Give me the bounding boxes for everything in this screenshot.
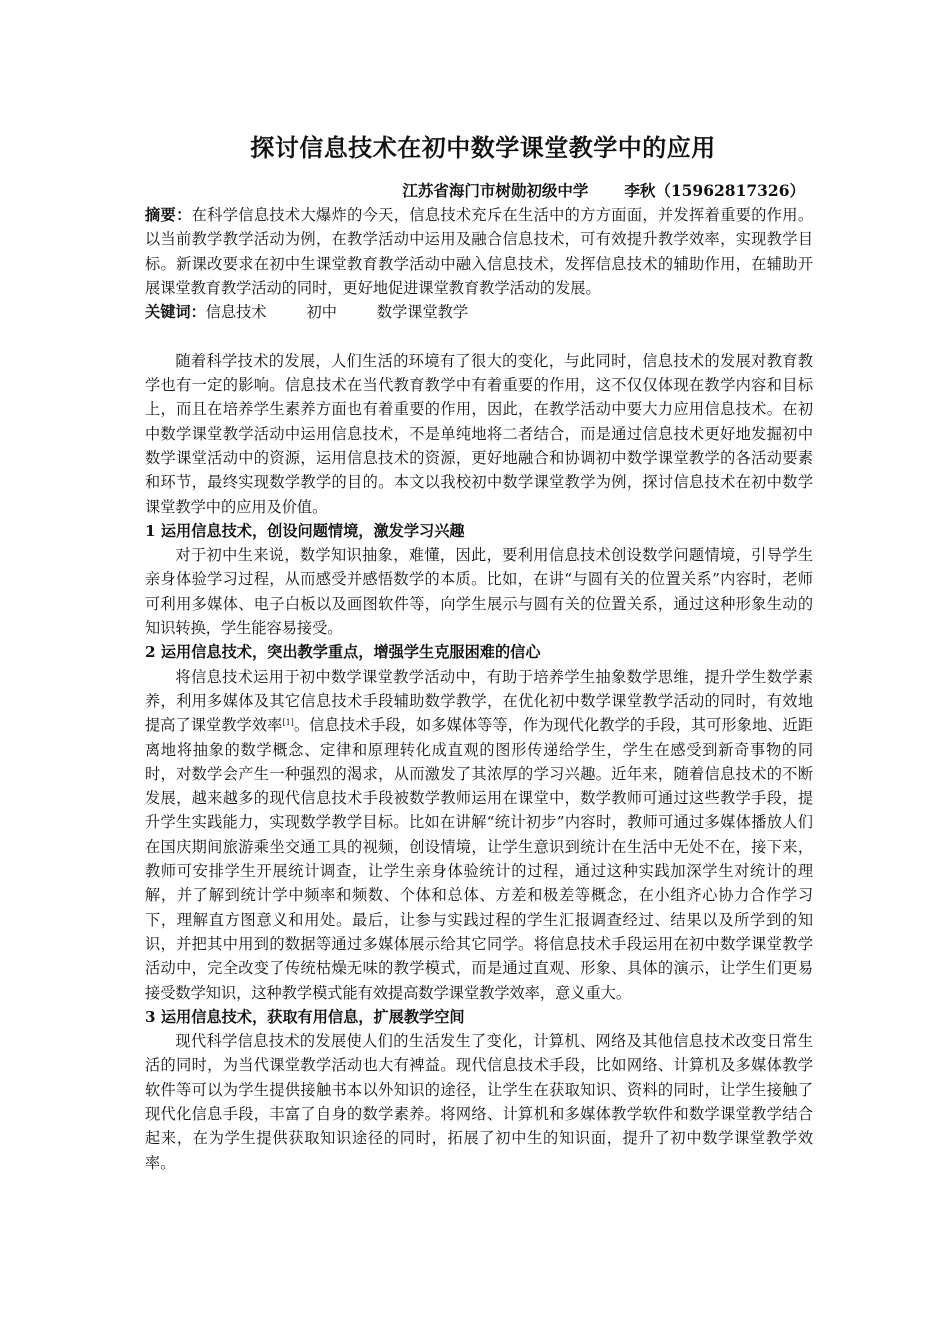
abstract-label: 摘要：	[145, 206, 192, 224]
section-2-paragraph	[145, 665, 813, 1005]
author-line	[145, 179, 813, 203]
keywords	[145, 300, 813, 324]
blank-line	[145, 324, 813, 348]
citation-mark: [1]	[282, 718, 294, 728]
keyword-item: 信息技术	[205, 303, 267, 322]
section-3-paragraph: 现代科学信息技术的发展使人们的生活发生了变化，计算机、网络及其他信息技术改变日常生活的同时，为当代课堂教学活动也大有裨益。现代信息技术手段，比如网络、计算机及多媒体教学软件等可以为学生提供接触书本以外知识的途径，让学生在获取知识、资料的同时，让学生接触了现代化信息手段，丰富了自身的数学素养。将网络、计算机和多媒体教学软件和数学课堂教学结合起来，在为学生提供获取知识途径的同时，拓展了初中生的知识面，提升了初中数学课堂教学效率。	[145, 1032, 813, 1172]
keywords-label: 关键词：	[145, 303, 206, 322]
section-heading-3: 3 运用信息技术，获取有用信息，扩展教学空间	[145, 1007, 465, 1026]
abstract-text: 在科学信息技术大爆炸的今天，信息技术充斥在生活中的方方面面，并发挥着重要的作用。以当前教学教学活动为例，在教学活动中运用及融合信息技术，可有效提升教学效率，实现教学目标。新课改要求在初中生课堂教育教学活动中融入信息技术，发挥信息技术的辅助作用，在辅助开展课堂教育教学活动的同时，更好地促进课堂教育教学活动的发展。	[145, 206, 814, 297]
section-heading-1: 1 运用信息技术，创设问题情境，激发学习兴趣	[145, 521, 465, 540]
author-affiliation: 江苏省海门市树勋初级中学	[402, 181, 589, 200]
section-2-text-b: 。信息技术手段，如多媒体等等，作为现代化教学的手段，其可形象地、近距离地将抽象的数学概念、定律和原理转化成直观的图形传递给学生，学生在感受到新奇事物的同时，对数学会产生一种强烈的渴求，从而激发了其浓厚的学习兴趣。近年来，随着信息技术的不断发展，越来越多的现代信息技术手段被数学教师运用在课堂中，数学教师可通过这些教学手段，提升学生实践能力，实现数学教学目标。比如在讲解“统计初步”内容时，教师可通过多媒体播放人们在国庆期间旅游乘坐交通工具的视频，创设情境，让学生意识到统计在生活中无处不在，接下来，教师可安排学生开展统计调查，让学生亲身体验统计的过程，通过这种实践加深学生对统计的理解，并了解到统计学中频率和频数、个体和总体、方差和极差等概念，在小组齐心协力合作学习下，理解直方图意义和用处。最后，让参与实践过程的学生汇报调查经过、结果以及所学到的知识，并把其中用到的数据等通过多媒体展示给其它同学。将信息技术手段运用在初中数学课堂教学活动中，完全改变了传统枯燥无味的教学模式，而是通过直观、形象、具体的演示，让学生们更易接受数学知识，这种教学模式能有效提高数学课堂教学效率，意义重大。	[145, 716, 814, 1002]
article-body	[145, 128, 813, 1175]
section-2-text-a: 将信息技术运用于初中数学课堂教学活动中，有助于培养学生抽象数学思维，提升学生数学素养，利用多媒体及其它信息技术手段辅助数学教学，在优化初中数学课堂教学活动的同时，有效地提高了课堂教学效率	[145, 667, 813, 735]
keyword-item: 数学课堂教学	[376, 303, 468, 322]
keyword-item: 初中	[306, 303, 337, 322]
section-heading-2: 2 运用信息技术，突出教学重点，增强学生克服困难的信心	[145, 643, 541, 662]
article-title: 探讨信息技术在初中数学课堂教学中的应用	[250, 133, 716, 162]
intro-paragraph: 随着科学技术的发展，人们生活的环境有了很大的变化，与此同时，信息技术的发展对教育教学也有一定的影响。信息技术在当代教育教学中有着重要的作用，这不仅仅体现在教学内容和目标上，而且在培养学生素养方面也有着重要的作用，因此，在教学活动中要大力应用信息技术。在初中数学课堂教学活动中运用信息技术，不是单纯地将二者结合，而是通过信息技术更好地发掘初中数学课堂活动中的资源，运用信息技术的资源，更好地融合和协调初中数学课堂教学的各活动要素和环节，最终实现数学教学的目的。本文以我校初中数学课堂教学为例，探讨信息技术在初中数学课堂教学中的应用及价值。	[145, 351, 813, 516]
author-name: 李秋（15962817326）	[624, 181, 805, 200]
abstract	[145, 203, 813, 300]
section-1-paragraph: 对于初中生来说，数学知识抽象，难懂，因此，要利用信息技术创设数学问题情境，引导学生亲身体验学习过程，从而感受并感悟数学的本质。比如，在讲“与圆有关的位置关系”内容时，老师可利用多媒体、电子白板以及画图软件等，向学生展示与圆有关的位置关系，通过这种形象生动的知识转换，学生能容易接受。	[145, 546, 813, 638]
